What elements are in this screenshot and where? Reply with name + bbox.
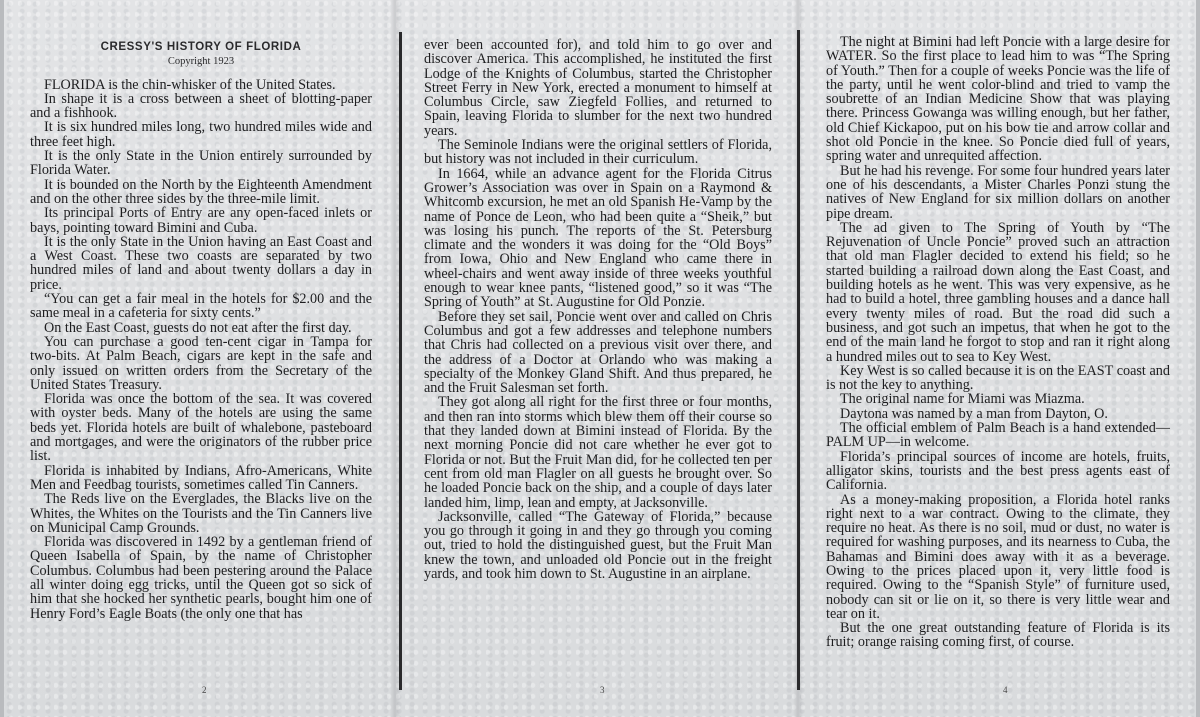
- paragraph: The night at Bimini had left Poncie with a large desire for WATER. So the first place to lead him to was “The Spring of Youth.” Then for a couple of weeks Poncie was the life of the party, until he went color-blind and tried to vamp the soubrette of an Indian Medicine Show that was playing there. Princess Gowanga was willing enough, but her father, old Chief Kickapoo, put on his bow tie and arrow collar and shot old Poncie in the knee. So Poncie died full of years, spring water and unrequited affection.: [826, 34, 1170, 165]
- page-number: 4: [1003, 685, 1008, 695]
- paragraph: Florida was once the bottom of the sea. It was covered with oyster beds. Many of the hotels are using the same beds yet. Florida hotels are built of whalebone, pasteboard and mortgages, and were the originators of the rubber price list.: [30, 391, 372, 465]
- paragraph: Florida’s principal sources of income are hotels, fruits, alligator skins, tourists and the best press agents east of California.: [826, 448, 1170, 494]
- paragraph: The Reds live on the Everglades, the Blacks live on the Whites, the Whites on the Tourists and the Tin Canners live on Municipal Camp Grounds.: [30, 491, 372, 536]
- paragraph: It is bounded on the North by the Eighteenth Amendment and on the other three sides by the three-mile limit.: [30, 176, 372, 207]
- paragraph: It is six hundred miles long, two hundred miles wide and three feet high.: [30, 119, 372, 150]
- paragraph: The Seminole Indians were the original settlers of Florida, but history was not included in their curriculum.: [424, 137, 772, 168]
- paragraph: “You can get a fair meal in the hotels for $2.00 and the same meal in a cafeteria for sixty cents.”: [30, 291, 372, 322]
- paragraph: In 1664, while an advance agent for the Florida Citrus Grower’s Association was over in Spain on a Raymond & Whitcomb excursion, he met an old Spanish He-Vamp by the name of Ponce de Leon, who had been quite a “Sheik,” but was losing his punch. The reports of the St. Petersburg climate and the wonders it was doing for the “Old Boys” from Iowa, Ohio and New England who came there in wheel-chairs and went away inside of three weeks youthful enough to wear knee pants, “listened good,” so it was “The Spring of Youth” at St. Augustine for Old Ponzie.: [424, 165, 772, 311]
- copyright-line: Copyright 1923: [167, 56, 235, 68]
- page-edge-left: [0, 0, 4, 717]
- paragraph: Its principal Ports of Entry are any open-faced inlets or bays, pointing toward Bimini and Cuba.: [30, 205, 372, 236]
- page-number: 2: [202, 685, 207, 695]
- page-column-1: [30, 36, 372, 621]
- paragraph: The official emblem of Palm Beach is a hand extended—PALM UP—in welcome.: [826, 420, 1170, 451]
- paragraph: You can purchase a good ten-cent cigar in Tampa for two-bits. At Palm Beach, cigars are kept in the safe and only issued on written orders from the Secretary of the United States Treasury.: [30, 333, 372, 393]
- paragraph: The ad given to The Spring of Youth by “The Rejuvenation of Uncle Poncie” proved such an attraction that old man Flagler decided to extend his field; so he started building a railroad down along the East Coast, and building hotels as he went. This was very expensive, as he had to build a hotel, three gambling houses and a dance hall every twenty miles of road. But the road did such a business, and got such an impetus, that when he got to the end of the main land he forgot to stop and ran it right along a hundred miles out to sea to Key West.: [826, 219, 1170, 365]
- paragraph: Before they set sail, Poncie went over and called on Chris Columbus and got a few addresses and telephone numbers that Chris had collected on a previous visit over there, and the address of a Doctor at Orlando who was making a specialty of the Monkey Gland Shift. And thus prepared, he and the Fruit Salesman set forth.: [424, 308, 772, 397]
- paragraph: FLORIDA is the chin-whisker of the United States.: [44, 76, 336, 93]
- paragraph: Jacksonville, called “The Gateway of Florida,” because you go through it going in and they go through you coming out, tried to hold the distinguished guest, but the Fruit Man knew the town, and unloaded old Poncie out in the freight yards, and took him down to St. Augustine in an airplane.: [424, 508, 772, 582]
- paragraph: Daytona was named by a man from Dayton, O.: [840, 405, 1108, 422]
- paragraph: It is the only State in the Union entirely surrounded by Florida Water.: [30, 148, 372, 179]
- booklet-title: CRESSY'S HISTORY OF FLORIDA: [100, 41, 302, 53]
- paragraph: But he had his revenge. For some four hundred years later one of his descendants, a Mister Charles Ponzi stung the natives of New England for six million dollars on another pipe dream.: [826, 162, 1170, 222]
- paragraph: But the one great outstanding feature of Florida is its fruit; orange raising coming first, of course.: [826, 620, 1170, 651]
- paragraph: As a money-making proposition, a Florida hotel ranks right next to a war contract. Owing to the climate, they require no heat. As there is no soil, mud or dust, no water is required for washing purposes, and its nearness to Cuba, the Bahamas and Bimini does away with it as a beverage. Owing to the prices placed upon it, very little food is required. Owing to the “Spanish Style” of furniture used, nobody can sit or lie on it, so there is very little wear and tear on it.: [826, 491, 1170, 622]
- paragraph: They got along all right for the first three or four months, and then ran into storms which blew them off their course so that they landed down at Bimini instead of Florida. By the next morning Poncie did not care whether he ever got to Florida or not. But the Fruit Man did, for he collected ten per cent from old man Flagler on all guests he brought over. So he loaded Poncie back on the ship, and a couple of days later landed him, limp, lean and empty, at Jacksonville.: [424, 394, 772, 511]
- page-column-3: [826, 35, 1170, 650]
- paragraph: On the East Coast, guests do not eat after the first day.: [44, 319, 352, 336]
- paragraph: In shape it is a cross between a sheet of blotting-paper and a fishhook.: [30, 90, 372, 122]
- column-divider-left: [399, 32, 402, 690]
- paragraph: Key West is so called because it is on the EAST coast and is not the key to anything.: [826, 362, 1170, 394]
- page-number: 3: [600, 685, 605, 695]
- page-column-2: [424, 38, 772, 581]
- paragraph: Florida is inhabited by Indians, Afro-Americans, White Men and Feedbag tourists, sometimes called Tin Canners.: [30, 462, 372, 493]
- paragraph: Florida was discovered in 1492 by a gentleman friend of Queen Isabella of Spain, by the name of Christopher Columbus. Columbus had been pestering around the Palace all winter doing egg tricks, until the Queen got so sick of him that she hocked her synthetic pearls, bought him one of Henry Ford’s Eagle Boats (the only one that has: [30, 534, 372, 622]
- column-divider-right: [797, 30, 800, 690]
- page-edge-right: [1196, 0, 1200, 717]
- paragraph: ever been accounted for), and told him to go over and discover America. This accomplished, he instituted the first Lodge of the Knights of Columbus, started the Christopher Street Ferry in New York, erected a monument to himself at Columbus Circle, saw Ziegfeld Follies, and returned to Spain, leaving Florida to slumber for the next two hundred years.: [424, 37, 772, 139]
- paragraph: The original name for Miami was Miazma.: [840, 391, 1085, 408]
- paragraph: It is the only State in the Union having an East Coast and a West Coast. These two coasts are separated by two hundred miles of land and about twenty dollars a day in price.: [30, 233, 372, 293]
